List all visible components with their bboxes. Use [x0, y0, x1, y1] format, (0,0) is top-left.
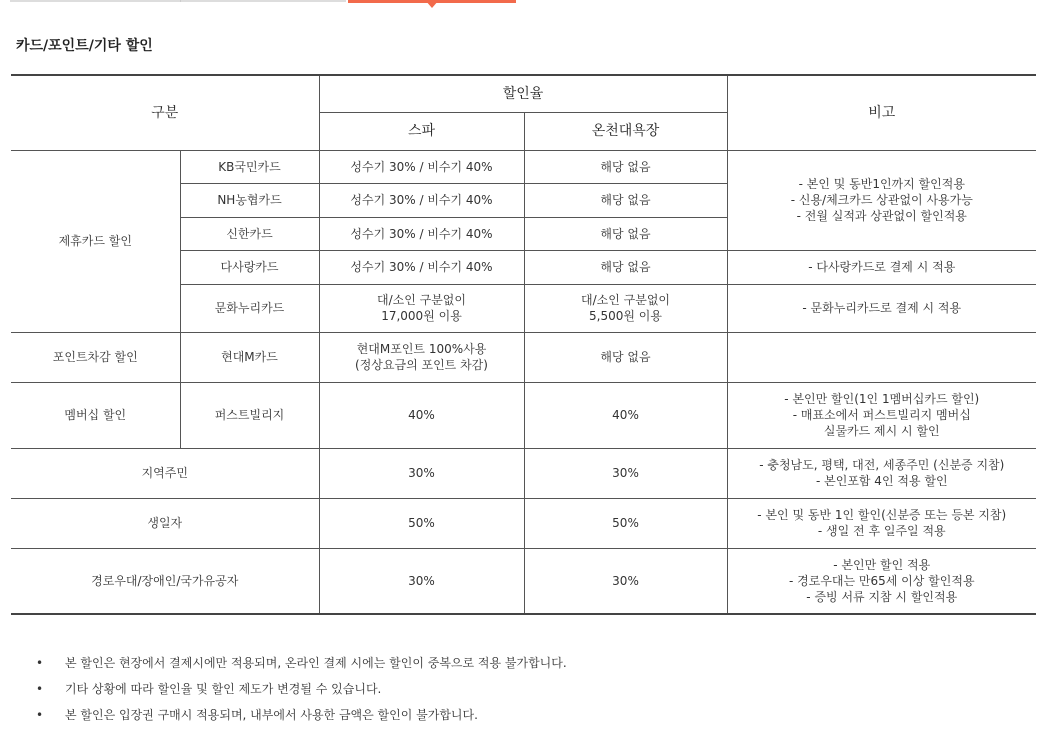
discount-table: [11, 74, 1036, 615]
card-name: 다사랑카드: [180, 250, 319, 284]
header-discount-rate: 할인율: [319, 75, 727, 112]
bath-rate: 30%: [524, 548, 727, 614]
rate-line: 17,000원 이용: [381, 309, 462, 323]
remark-line: - 매표소에서 퍼스트빌리지 멤버십: [792, 408, 971, 422]
remarks-affiliate: [727, 150, 1036, 250]
bath-rate: 해당 없음: [524, 150, 727, 183]
remark-line: - 생일 전 후 일주일 적용: [817, 524, 946, 538]
list-item: [32, 650, 567, 676]
spa-rate: 성수기 30% / 비수기 40%: [319, 250, 524, 284]
rate-line: 5,500원 이용: [589, 309, 662, 323]
bath-rate: 해당 없음: [524, 250, 727, 284]
bullet-icon: •: [36, 656, 44, 670]
card-name: 문화누리카드: [180, 284, 319, 332]
table-row: [11, 448, 1036, 498]
table-row: [11, 498, 1036, 548]
bath-rate: 해당 없음: [524, 332, 727, 382]
remark-line: - 본인만 할인(1인 1멤버십카드 할인): [784, 392, 980, 406]
spa-rate: 성수기 30% / 비수기 40%: [319, 183, 524, 217]
tab-divider: [180, 0, 181, 2]
note-text: 기타 상황에 따라 할인율 및 할인 제도가 변경될 수 있습니다.: [65, 682, 382, 696]
note-text: 본 할인은 입장권 구매시 적용되며, 내부에서 사용한 금액은 할인이 불가합니다.: [65, 708, 478, 722]
note-text: 본 할인은 현장에서 결제시에만 적용되며, 온라인 결제 시에는 할인이 중복으로 적용 불가합니다.: [65, 656, 567, 670]
group-affiliate-card: 제휴카드 할인: [11, 150, 180, 332]
group-senior: 경로우대/장애인/국가유공자: [11, 548, 319, 614]
notes-list: [32, 650, 567, 728]
remarks-birthday: [727, 498, 1036, 548]
list-item: [32, 702, 567, 728]
group-membership: 멤버십 할인: [11, 382, 180, 448]
bath-rate: 50%: [524, 498, 727, 548]
card-name: NH농협카드: [180, 183, 319, 217]
table-row: [11, 332, 1036, 382]
remark-line: - 증빙 서류 지참 시 할인적용: [806, 589, 958, 604]
table-row: [11, 548, 1036, 614]
header-spa: 스파: [319, 112, 524, 150]
bullet-icon: •: [36, 708, 44, 722]
table-row: [11, 382, 1036, 448]
table-row: [11, 150, 1036, 183]
spa-rate: 30%: [319, 448, 524, 498]
spa-rate: 40%: [319, 382, 524, 448]
remarks-local: [727, 448, 1036, 498]
header-bath: 온천대욕장: [524, 112, 727, 150]
remark-line: - 경로우대는 만65세 이상 할인적용: [788, 573, 975, 588]
bullet-icon: •: [36, 682, 44, 696]
rate-line: (정상요금의 포인트 차감): [355, 358, 488, 372]
remark-line: - 본인만 할인 적용: [833, 557, 931, 572]
remark-line: - 본인포함 4인 적용 할인: [815, 474, 948, 488]
remarks-munhwa: - 문화누리카드로 결제 시 적용: [727, 284, 1036, 332]
bath-rate: 40%: [524, 382, 727, 448]
header-category: 구분: [11, 75, 319, 150]
rate-line: 대/소인 구분없이: [376, 293, 466, 307]
spa-rate: 30%: [319, 548, 524, 614]
remark-line: - 본인 및 동반1인까지 할인적용: [798, 177, 965, 191]
card-name: 신한카드: [180, 217, 319, 250]
remark-line: - 전월 실적과 상관없이 할인적용: [796, 209, 967, 223]
spa-rate: [319, 284, 524, 332]
remarks-membership: [727, 382, 1036, 448]
remark-line: - 충청남도, 평택, 대전, 세종주민 (신분증 지참): [759, 458, 1005, 472]
tab-underline-inactive: [10, 0, 346, 2]
remark-line: 실물카드 제시 시 할인: [823, 424, 940, 438]
spa-rate: 50%: [319, 498, 524, 548]
rate-line: 현대M포인트 100%사용: [356, 342, 487, 356]
page-title: 카드/포인트/기타 할인: [16, 38, 153, 54]
group-point: 포인트차감 할인: [11, 332, 180, 382]
group-birthday: 생일자: [11, 498, 319, 548]
spa-rate: 성수기 30% / 비수기 40%: [319, 150, 524, 183]
remarks-dasarang: - 다사랑카드로 결제 시 적용: [727, 250, 1036, 284]
bath-rate: 해당 없음: [524, 217, 727, 250]
spa-rate: [319, 332, 524, 382]
remarks-point: [727, 332, 1036, 382]
header-remarks: 비고: [727, 75, 1036, 150]
group-local-resident: 지역주민: [11, 448, 319, 498]
bath-rate: [524, 284, 727, 332]
card-name: KB국민카드: [180, 150, 319, 183]
spa-rate: 성수기 30% / 비수기 40%: [319, 217, 524, 250]
remarks-senior: [727, 548, 1036, 614]
card-name: 퍼스트빌리지: [180, 382, 319, 448]
top-tab-strip: [0, 0, 1063, 10]
remark-line: - 본인 및 동반 1인 할인(신분증 또는 등본 지참): [757, 508, 1007, 522]
bath-rate: 해당 없음: [524, 183, 727, 217]
bath-rate: 30%: [524, 448, 727, 498]
rate-line: 대/소인 구분없이: [581, 293, 671, 307]
active-tab-pointer-icon: [425, 0, 439, 8]
card-name: 현대M카드: [180, 332, 319, 382]
remark-line: - 신용/체크카드 상관없이 사용가능: [790, 193, 973, 207]
list-item: [32, 676, 567, 702]
